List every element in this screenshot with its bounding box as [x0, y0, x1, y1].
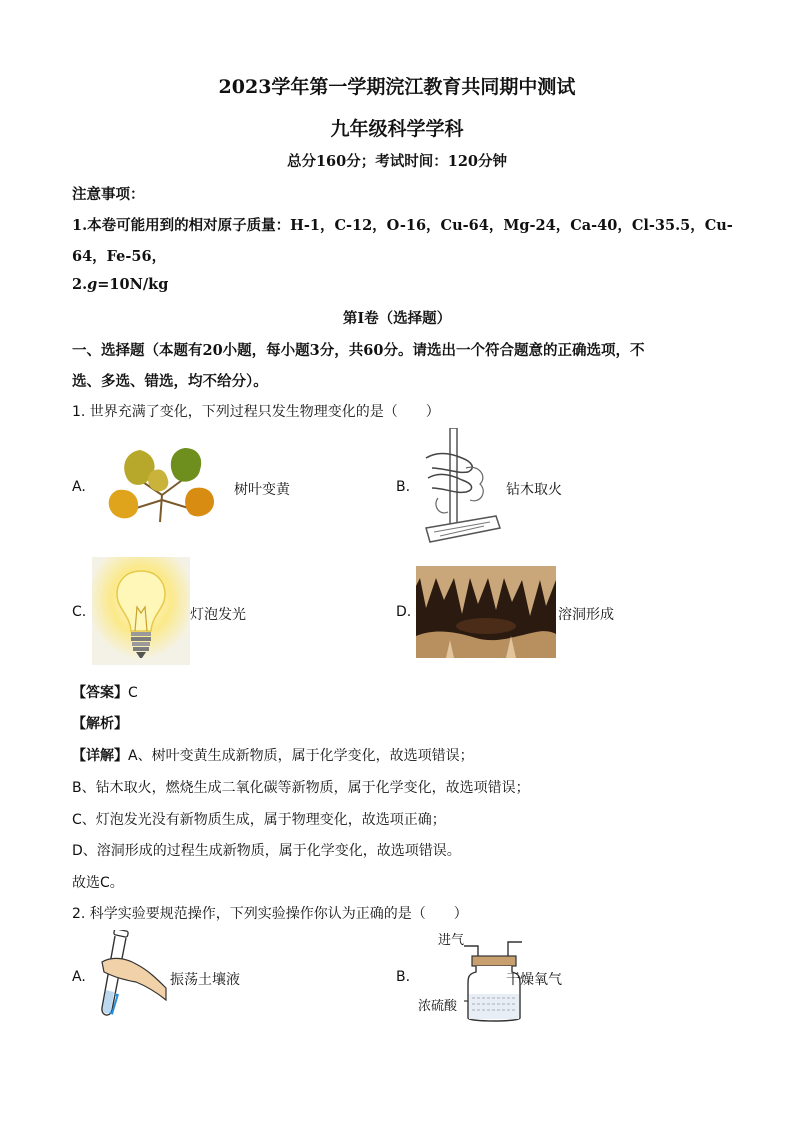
q1-stem: 1. 世界充满了变化，下列过程只发生物理变化的是（ ）	[72, 404, 440, 420]
q1-option-c-letter: C.	[72, 604, 87, 620]
detail-line-2: B、钻木取火，燃烧生成二氧化碳等新物质，属于化学变化，故选项错误；	[72, 780, 530, 796]
detail-tag: 【详解】	[72, 748, 128, 764]
q1-option-d-label: 溶洞形成	[558, 607, 614, 623]
test-tube-shaking-icon	[92, 930, 172, 1022]
q1-option-a-label: 树叶变黄	[234, 482, 290, 498]
detail-line-5: 故选C。	[72, 875, 124, 891]
q2-option-a-label: 振荡土壤液	[170, 972, 240, 988]
notes-line-2-g: g	[87, 276, 98, 293]
exam-subtitle: 九年级科学学科	[330, 118, 464, 140]
drill-wood-fire-icon	[418, 428, 502, 550]
q1-option-b-label: 钻木取火	[506, 482, 562, 498]
q2-option-b-letter: B.	[396, 969, 411, 985]
notes-line-1a: 1.本卷可能用到的相对原子质量：H-1，C-12，O-16，Cu-64，Mg-24，Ca-40，Cl-35.5，Cu-	[72, 217, 733, 234]
analysis-tag: 【解析】	[72, 716, 128, 732]
q1-answer	[72, 682, 138, 702]
q1-option-b-letter: B.	[396, 479, 411, 495]
detail-line-4: D、溶洞形成的过程生成新物质，属于化学变化，故选项错误。	[72, 843, 461, 859]
exam-title: 2023学年第一学期浣江教育共同期中测试	[218, 76, 576, 98]
autumn-leaves-icon	[100, 440, 225, 530]
answer-value: C	[128, 685, 138, 701]
exam-meta: 总分160分；考试时间：120分钟	[286, 153, 508, 170]
q2-option-a-letter: A.	[72, 969, 86, 985]
q2-fig-label-in: 进气	[438, 933, 465, 948]
q2-option-b-label: 干燥氧气	[506, 972, 562, 988]
part-title: 第Ⅰ卷（选择题）	[342, 310, 452, 327]
q1-option-d-letter: D.	[396, 604, 412, 620]
karst-cave-icon	[416, 566, 556, 658]
q1-option-a-letter: A.	[72, 479, 86, 495]
detail-line-1	[72, 745, 474, 765]
section-heading-a: 一、选择题（本题有20小题，每小题3分，共60分。请选出一个符合题意的正确选项，不	[72, 342, 645, 359]
q2-fig-label-acid: 浓硫酸	[418, 999, 458, 1014]
section-heading-b: 选、多选、错选，均不给分）。	[72, 373, 268, 390]
light-bulb-icon	[92, 557, 190, 665]
answer-tag: 【答案】	[72, 685, 128, 701]
notes-line-1b: 64，Fe-56，	[72, 248, 167, 265]
detail-text-1: A、树叶变黄生成新物质，属于化学变化，故选项错误；	[128, 748, 474, 764]
q2-stem: 2. 科学实验要规范操作，下列实验操作你认为正确的是（ ）	[72, 906, 468, 922]
notes-heading: 注意事项：	[72, 186, 145, 203]
notes-line-2-rest: =10N/kg	[97, 276, 169, 293]
q1-option-c-label: 灯泡发光	[190, 607, 246, 623]
detail-line-3: C、灯泡发光没有新物质生成，属于物理变化，故选项正确；	[72, 812, 446, 828]
notes-line-2	[72, 276, 168, 293]
notes-line-2-prefix: 2.	[72, 276, 88, 293]
